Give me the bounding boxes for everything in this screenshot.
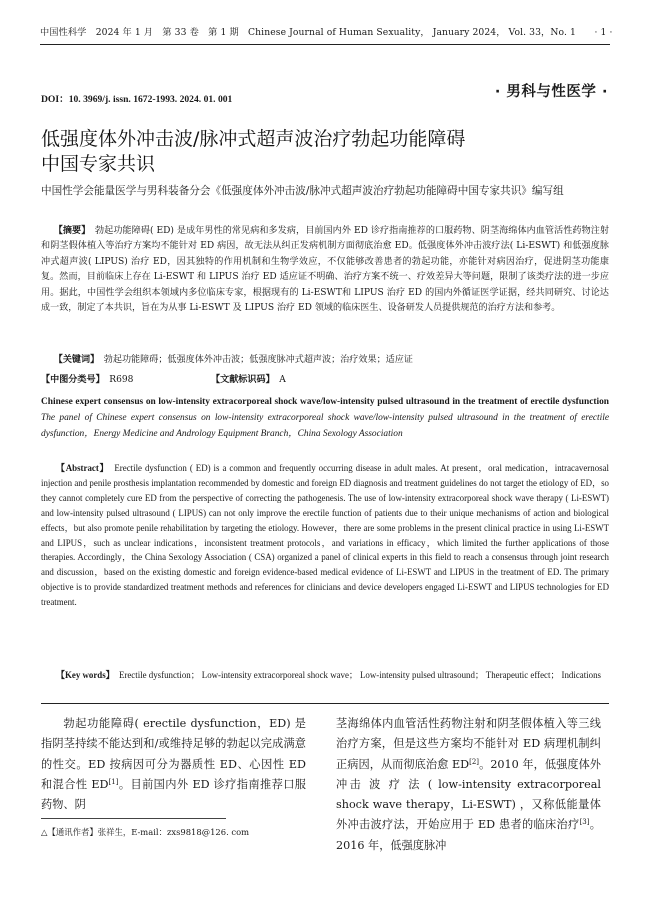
- body-column-left: [41, 714, 306, 815]
- english-title-block: [41, 395, 609, 442]
- article-title: [41, 127, 611, 177]
- header-rule: [40, 44, 610, 45]
- keywords-en-label: 【Key words】: [56, 670, 111, 680]
- citation-ref-1[interactable]: [1]: [108, 777, 119, 786]
- body-column-right: [336, 714, 601, 856]
- keywords-en: [41, 668, 609, 683]
- footnote-rule: [41, 818, 226, 819]
- classification-line: [41, 372, 609, 388]
- title-line-1: 低强度体外冲击波/脉冲式超声波治疗勃起功能障碍: [41, 128, 466, 150]
- keywords-cn-text: 勃起功能障碍；低强度体外冲击波；低强度脉冲式超声波；治疗效果；适应证: [103, 355, 413, 365]
- body-right-text-b: 。2010 年，低强度体外冲击 波 疗 法 ( low-intensity extracorporeal shock wave therapy，Li-ESWT) ，又称低能量体外冲击波疗法，开始应用于 ED 患者的临床治疗: [336, 757, 601, 832]
- title-line-2: 中国专家共识: [41, 153, 156, 175]
- body-left-text-b: 。目前国内外 ED 诊疗指南推荐口服药物、阴: [41, 777, 306, 812]
- body-divider: [41, 703, 609, 704]
- keywords-cn-label: 【关键词】: [53, 354, 95, 365]
- clc-value: R698: [109, 375, 134, 385]
- body-right-text-a: 茎海绵体内血管活性药物注射和阴茎假体植入等三线治疗方案，但是这些方案均不能针对 ED 病理机制纠正病因，从而彻底治愈 ED: [336, 717, 601, 771]
- citation-ref-3[interactable]: [3]: [579, 818, 590, 827]
- abstract-en: [41, 461, 609, 610]
- abstract-en-label: 【Abstract】: [56, 463, 105, 473]
- english-authors: The panel of Chinese expert consensus on low-intensity extracorporeal shock wave/low-intensity pulsed ultrasound in the treatment of erectile dysfunction，Energy Medicine and Andrology Equipment Branch，China Sexology Association: [41, 412, 609, 439]
- abstract-cn: [41, 223, 609, 316]
- body-right-text-c: 。2016 年，低强度脉冲: [336, 818, 601, 852]
- citation-ref-2[interactable]: [2]: [469, 757, 480, 766]
- abstract-en-text: Erectile dysfunction ( ED) is a common and frequently occurring disease in adult males. At present，oral medication，intracavernosal injection and penile prosthesis implantation recommended by domestic and foreign ED diagnosis and treatment guidelines do not target the etiology of ED，so they cannot completely cure ED from the perspective of correcting the pathogenesis. The use of low-intensity extracorporeal shock wave therapy ( Li-ESWT) and low-intensity pulsed ultrasound ( LIPUS) can not only improve the erectile function of patients due to their unique mechanisms of action and biological effects，but also promote penile rehabilitation by targeting the etiology. However，there are some problems in the present clinical practice in using Li-ESWT and LIPUS，such as unclear indications，inconsistent treatment protocols，and variations in efficacy，which limited the further applications of those therapies. Accordingly，the China Sexology Association ( CSA) organized a panel of clinical experts in this field to reach a consensus through joint research and discussion，based on the existing domestic and foreign evidence-based medical evidence of Li-ESWT and LIPUS in the treatment of ED. The primary objective is to provide standardized treatment methods and references for clinicians and device developers engaged Li-ESWT and LIPUS technologies for ED treatment.: [41, 463, 609, 608]
- keywords-en-text: Erectile dysfunction； Low-intensity extracorporeal shock wave； Low-intensity pulsed ultrasound； Therapeutic effect； Indications: [118, 670, 601, 680]
- corresponding-author-footnote: △【通讯作者】张祥生，E-mail：zxs9818@126. com: [41, 827, 250, 837]
- abstract-cn-label: 【摘要】: [53, 225, 86, 236]
- doi: DOI：10. 3969/j. issn. 1672-1993. 2024. 01. 001: [41, 94, 233, 105]
- doc-code-label: 【文献标识码】: [211, 374, 271, 385]
- doc-code-value: A: [279, 375, 286, 385]
- body-left-text-a: 勃起功能障碍( erectile dysfunction，ED) 是指阴茎持续不能达到和/或维持足够的勃起以完成满意的性交。ED 按病因可分为器质性 ED、心因性 ED 和混合性 ED: [41, 717, 306, 791]
- clc-label: 【中图分类号】: [41, 374, 101, 385]
- keywords-cn: [41, 352, 609, 368]
- author-group: 中国性学会能量医学与男科装备分会《低强度体外冲击波/脉冲式超声波治疗勃起功能障碍中国专家共识》编写组: [41, 185, 564, 197]
- section-label: · 男科与性医学 ·: [494, 84, 608, 100]
- abstract-cn-text: 勃起功能障碍( ED) 是成年男性的常见病和多发病，目前国内外 ED 诊疗指南推荐的口服药物、阴茎海绵体内血管活性药物注射和阴茎假体植入等治疗方案均不能针对 ED 病因，故无法从纠正发病机制方面彻底治愈 ED。低强度体外冲击波疗法( Li-ESWT) 和低强度脉冲式超声波( LIPUS) 治疗 ED，因其独特的作用机制和生物学效应，不仅能够改善患者的勃起功能，亦能针对病因治疗，促进阴茎功能康复。然而，目前临床上存在 Li-ESWT 和 LIPUS 治疗 ED 适应证不明确、治疗方案不统一、疗效差异大等问题，限制了该类疗法的进一步应用。据此，中国性学会组织本领域内多位临床专家，根据现有的 Li-ESWT和 LIPUS 治疗 ED 的国内外循证医学证据，经共同研究、讨论达成一致，制定了本共识，旨在为从事 Li-ESWT 及 LIPUS 治疗 ED 领域的临床医生、设备研发人员提供规范的治疗方法和参考。: [41, 226, 609, 314]
- english-title: Chinese expert consensus on low-intensity extracorporeal shock wave/low-intensity pulsed ultrasound in the treatment of erectile dysfunction: [41, 397, 609, 407]
- running-header: 中国性科学 2024 年 1 月 第 33 卷 第 1 期 Chinese Journal of Human Sexuality， January 2024， Vol. 33，No. 1 · 1 ·: [40, 27, 613, 38]
